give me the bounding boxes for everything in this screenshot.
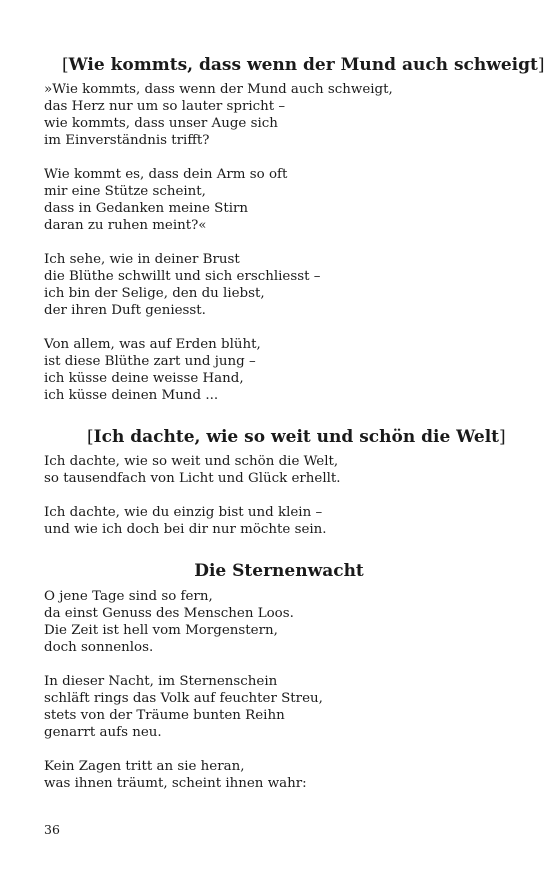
title-bracket-open: [ (62, 55, 69, 75)
title-bracket-close: ] (499, 427, 506, 447)
verse-line: Ich dachte, wie so weit und schön die Welt, (44, 454, 339, 469)
poem-die-sternenwacht (44, 560, 514, 792)
verse-line: genarrt aufs neu. (44, 725, 162, 740)
verse-line: Von allem, was auf Erden blüht, (44, 337, 261, 352)
poem-title-text: Die Sternenwacht (194, 561, 364, 581)
verse-line: stets von der Träume bunten Reihn (44, 708, 285, 723)
poem-title (44, 560, 514, 582)
poem-ich-dachte (44, 426, 514, 538)
verse-line: ist diese Blüthe zart und jung – (44, 354, 256, 369)
verse-line: Kein Zagen tritt an sie heran, (44, 759, 245, 774)
stanza (44, 588, 514, 656)
verse-line: wie kommts, dass unser Auge sich (44, 116, 278, 131)
poem-title (44, 54, 545, 76)
poem-wie-kommts (44, 54, 545, 404)
stanza (44, 251, 514, 319)
verse-line: das Herz nur um so lauter spricht – (44, 99, 286, 114)
verse-line: Ich dachte, wie du einzig bist und klein – (44, 505, 323, 520)
stanza (44, 336, 514, 404)
verse-line: ich küsse deinen Mund ... (44, 388, 219, 403)
verse-line: »Wie kommts, dass wenn der Mund auch schweigt, (44, 82, 393, 97)
verse-line: ich küsse deine weisse Hand, (44, 371, 244, 386)
stanza (44, 166, 514, 234)
verse-line: mir eine Stütze scheint, (44, 184, 206, 199)
verse-line: daran zu ruhen meint?« (44, 218, 207, 233)
stanza (44, 504, 514, 538)
verse-line: und wie ich doch bei dir nur möchte sein. (44, 522, 327, 537)
title-bracket-open: [ (87, 427, 94, 447)
verse-line: Die Zeit ist hell vom Morgenstern, (44, 623, 278, 638)
verse-line: O jene Tage sind so fern, (44, 589, 213, 604)
book-page (44, 54, 545, 792)
poem-title-text: Wie kommts, dass wenn der Mund auch schweigt (68, 55, 538, 75)
verse-line: so tausendfach von Licht und Glück erhellt. (44, 471, 341, 486)
poem-title (44, 426, 514, 448)
verse-line: dass in Gedanken meine Stirn (44, 201, 249, 216)
poem-title-text: Ich dachte, wie so weit und schön die Welt (93, 427, 500, 447)
verse-line: Ich sehe, wie in deiner Brust (44, 252, 240, 267)
stanza (44, 81, 514, 149)
stanza (44, 673, 514, 741)
verse-line: In dieser Nacht, im Sternenschein (44, 674, 278, 689)
title-bracket-close: ] (537, 55, 545, 75)
stanza (44, 758, 514, 792)
verse-line: ich bin der Selige, den du liebst, (44, 286, 265, 301)
page-number: 36 (44, 822, 60, 837)
verse-line: was ihnen träumt, scheint ihnen wahr: (44, 776, 307, 791)
verse-line: da einst Genuss des Menschen Loos. (44, 606, 294, 621)
verse-line: doch sonnenlos. (44, 640, 154, 655)
verse-line: die Blüthe schwillt und sich erschliesst – (44, 269, 321, 284)
stanza (44, 453, 514, 487)
verse-line: der ihren Duft geniesst. (44, 303, 206, 318)
verse-line: im Einverständnis trifft? (44, 133, 210, 148)
verse-line: Wie kommt es, dass dein Arm so oft (44, 167, 288, 182)
verse-line: schläft rings das Volk auf feuchter Streu, (44, 691, 323, 706)
